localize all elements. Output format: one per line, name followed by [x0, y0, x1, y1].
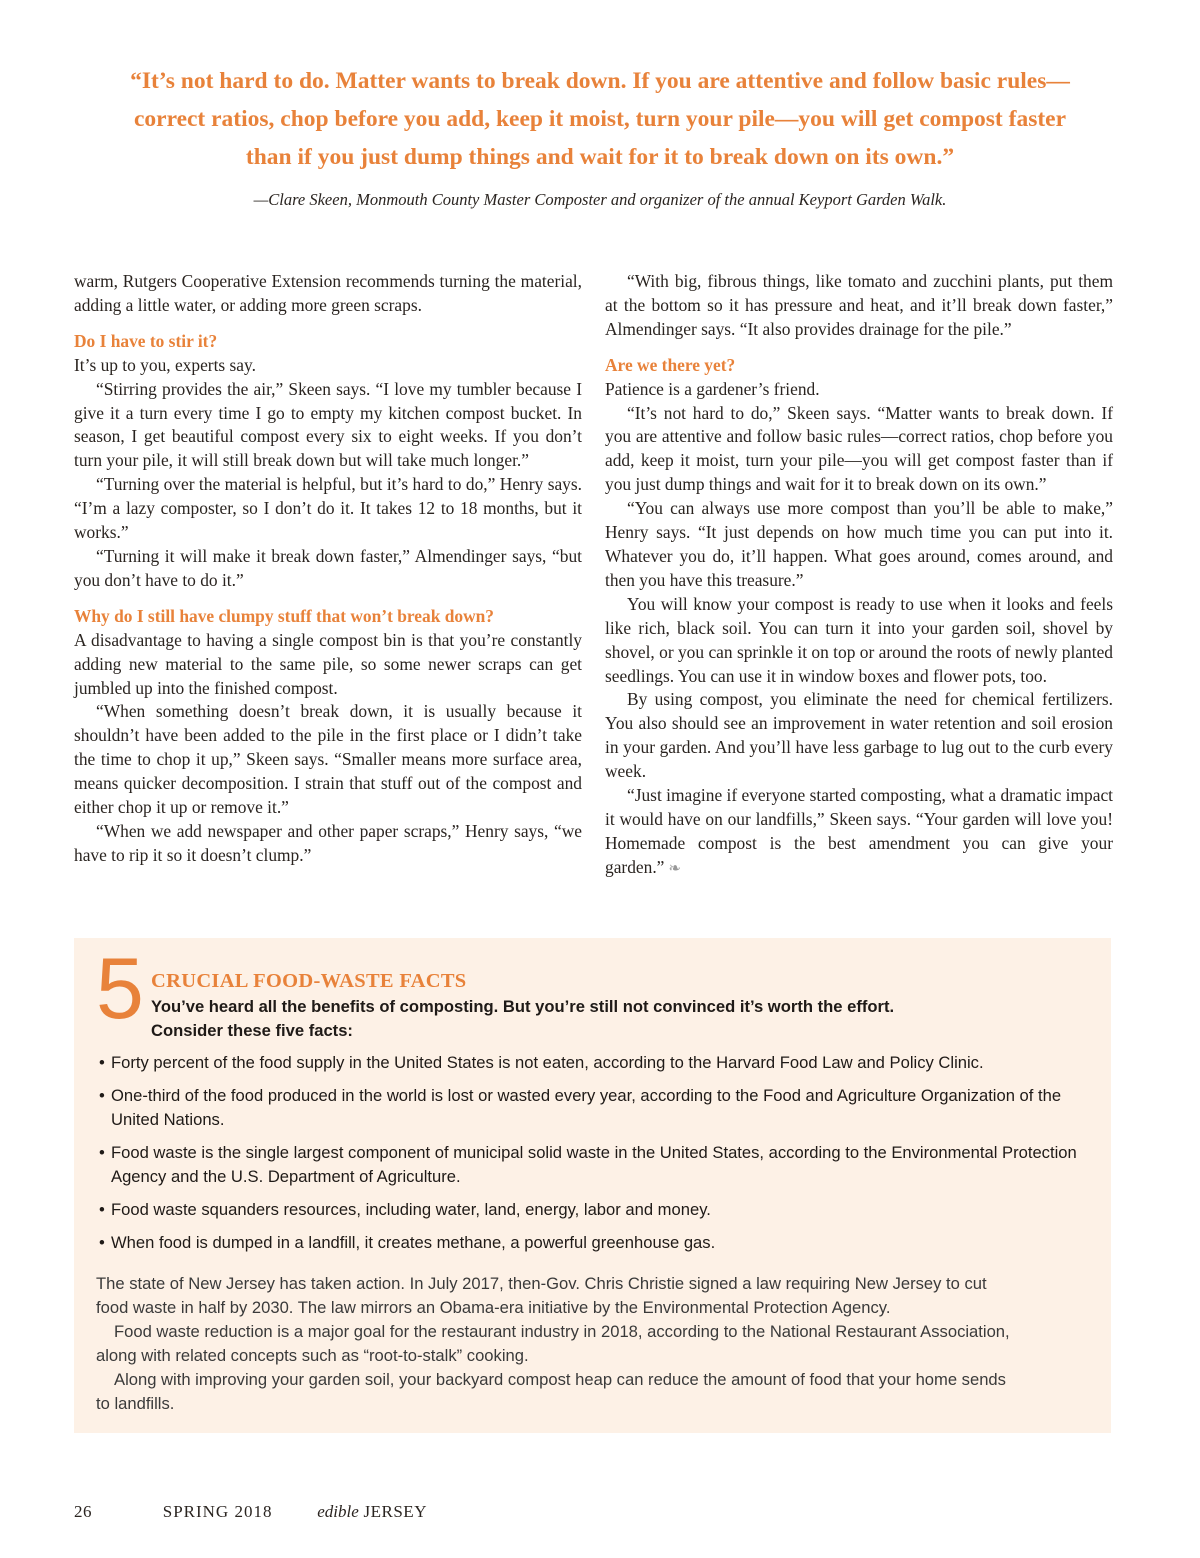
- paragraph: Patience is a gardener’s friend.: [605, 378, 820, 399]
- bullet-icon: •: [99, 1233, 105, 1252]
- paragraph: You will know your compost is ready to use when it looks and feels like rich, black soil. You can turn it into your garden soil, shovel by shovel, or you can sprinkle it on top or around the roots of newly planted seedlings. You can use it in window boxes and flower pots, too.: [605, 593, 1113, 686]
- facts-body: [96, 1272, 1016, 1416]
- list-item: [96, 1051, 1096, 1075]
- bullet-icon: •: [99, 1086, 105, 1105]
- section-heading: Why do I still have clumpy stuff that won’t break down?: [74, 605, 495, 626]
- paragraph: “You can always use more compost than you’ll be able to make,” Henry says. “It just depends on how much time you can put into it. Whatever you do, it’ll happen. What goes around, comes around, and then you have this treasure.”: [605, 498, 1113, 590]
- article-column-left: [74, 270, 582, 868]
- bullet-icon: •: [99, 1200, 105, 1219]
- fact-text: One-third of the food produced in the world is lost or wasted every year, according to the Food and Agriculture Organization of the United Nations.: [111, 1086, 1062, 1129]
- paragraph: [605, 784, 1113, 882]
- paragraph: Food waste reduction is a major goal for the restaurant industry in 2018, according to the National Restaurant Association, along with related concepts such as “root-to-stalk” cooking.: [96, 1322, 1010, 1365]
- end-mark-icon: ❧: [668, 860, 681, 877]
- list-item: [96, 1141, 1096, 1189]
- facts-list: [96, 1051, 1096, 1264]
- fact-text: Forty percent of the food supply in the United States is not eaten, according to the Harvard Food Law and Policy Clinic.: [111, 1053, 984, 1072]
- bullet-icon: •: [99, 1053, 105, 1072]
- facts-title: CRUCIAL FOOD-WASTE FACTS: [151, 970, 467, 992]
- page-footer: [74, 1502, 427, 1522]
- paragraph: By using compost, you eliminate the need for chemical fertilizers. You also should see an improvement in water retention and soil erosion in your garden. And you’ll have less garbage to lug out to the curb every week.: [605, 689, 1113, 782]
- pull-quote-attribution: —Clare Skeen, Monmouth County Master Composter and organizer of the annual Keyport Garden Walk.: [253, 190, 947, 209]
- issue-label: SPRING 2018: [162, 1502, 273, 1521]
- paragraph: warm, Rutgers Cooperative Extension recommends turning the material, adding a little water, or adding more green scraps.: [74, 271, 582, 315]
- paragraph: Along with improving your garden soil, your backyard compost heap can reduce the amount of food that your home sends to landfills.: [96, 1370, 1006, 1413]
- magazine-name-italic: edible: [317, 1502, 359, 1521]
- bullet-icon: •: [99, 1143, 105, 1162]
- magazine-name-main: JERSEY: [363, 1502, 427, 1521]
- paragraph-text: “Just imagine if everyone started composting, what a dramatic impact it would have on our landfills,” Skeen says. “Your garden will love you! Homemade compost is the best amendment you can give your garden.”: [605, 785, 1113, 877]
- list-item: [96, 1198, 1096, 1222]
- paragraph: It’s up to you, experts say.: [74, 354, 256, 375]
- fact-text: When food is dumped in a landfill, it creates methane, a powerful greenhouse gas.: [111, 1233, 716, 1252]
- pull-quote-line: “It’s not hard to do. Matter wants to break down. If you are attentive and follow basic rules—: [130, 68, 1070, 94]
- paragraph: “With big, fibrous things, like tomato and zucchini plants, put them at the bottom so it has pressure and heat, and it’ll break down faster,” Almendinger says. “It also provides drainage for the pile.”: [605, 271, 1113, 339]
- section-heading: Do I have to stir it?: [74, 330, 218, 351]
- paragraph: A disadvantage to having a single compost bin is that you’re constantly adding new material to the same pile, so some newer scraps can get jumbled up into the finished compost.: [74, 629, 582, 698]
- pull-quote-line: correct ratios, chop before you add, keep it moist, turn your pile—you will get compost faster: [133, 106, 1067, 132]
- list-item: [96, 1084, 1096, 1132]
- paragraph: “It’s not hard to do,” Skeen says. “Matter wants to break down. If you are attentive and follow basic rules—correct ratios, chop before you add, keep it moist, turn your pile—you will get compost faster than if you just dump things and wait for it to break down on its own.”: [605, 402, 1113, 495]
- facts-number: 5: [96, 941, 144, 1037]
- paragraph: “Stirring provides the air,” Skeen says. “I love my tumbler because I give it a turn every time I go to empty my kitchen compost bucket. In season, I get beautiful compost every six to eight weeks. If you don’t turn your pile, it will still break down but will take much longer.”: [74, 378, 582, 471]
- page-number: 26: [74, 1502, 92, 1521]
- facts-intro: [151, 995, 1051, 1043]
- section-heading: Are we there yet?: [605, 354, 736, 375]
- paragraph: The state of New Jersey has taken action. In July 2017, then-Gov. Chris Christie signed a law requiring New Jersey to cut food waste in half by 2030. The law mirrors an Obama-era initiative by the Environmental Protection Agency.: [96, 1274, 987, 1317]
- facts-sidebar-box: [74, 938, 1111, 1433]
- paragraph: “When something doesn’t break down, it is usually because it shouldn’t have been added to the pile in the first place or I didn’t take the time to chop it up,” Skeen says. “Smaller means more surface area, means quicker decomposition. I strain that stuff out of the compost and either chop it up or remove it.”: [74, 701, 582, 818]
- paragraph: “Turning it will make it break down faster,” Almendinger says, “but you don’t have to do it.”: [74, 545, 582, 590]
- fact-text: Food waste is the single largest component of municipal solid waste in the United States, according to the Environmental Protection Agency and the U.S. Department of Agriculture.: [111, 1143, 1077, 1186]
- facts-intro-line: You’ve heard all the benefits of composting. But you’re still not convinced it’s worth the effort.: [151, 997, 895, 1016]
- magazine-name: [317, 1502, 427, 1522]
- fact-text: Food waste squanders resources, including water, land, energy, labor and money.: [111, 1200, 711, 1219]
- list-item: [96, 1231, 1096, 1255]
- paragraph: “When we add newspaper and other paper scraps,” Henry says, “we have to rip it so it doesn’t clump.”: [74, 820, 582, 865]
- paragraph: “Turning over the material is helpful, but it’s hard to do,” Henry says. “I’m a lazy composter, so I don’t do it. It takes 12 to 18 months, but it works.”: [74, 474, 582, 543]
- facts-intro-line: Consider these five facts:: [151, 1021, 353, 1040]
- pull-quote: [90, 62, 1110, 176]
- pull-quote-line: than if you just dump things and wait for it to break down on its own.”: [245, 144, 955, 170]
- article-column-right: [605, 270, 1113, 882]
